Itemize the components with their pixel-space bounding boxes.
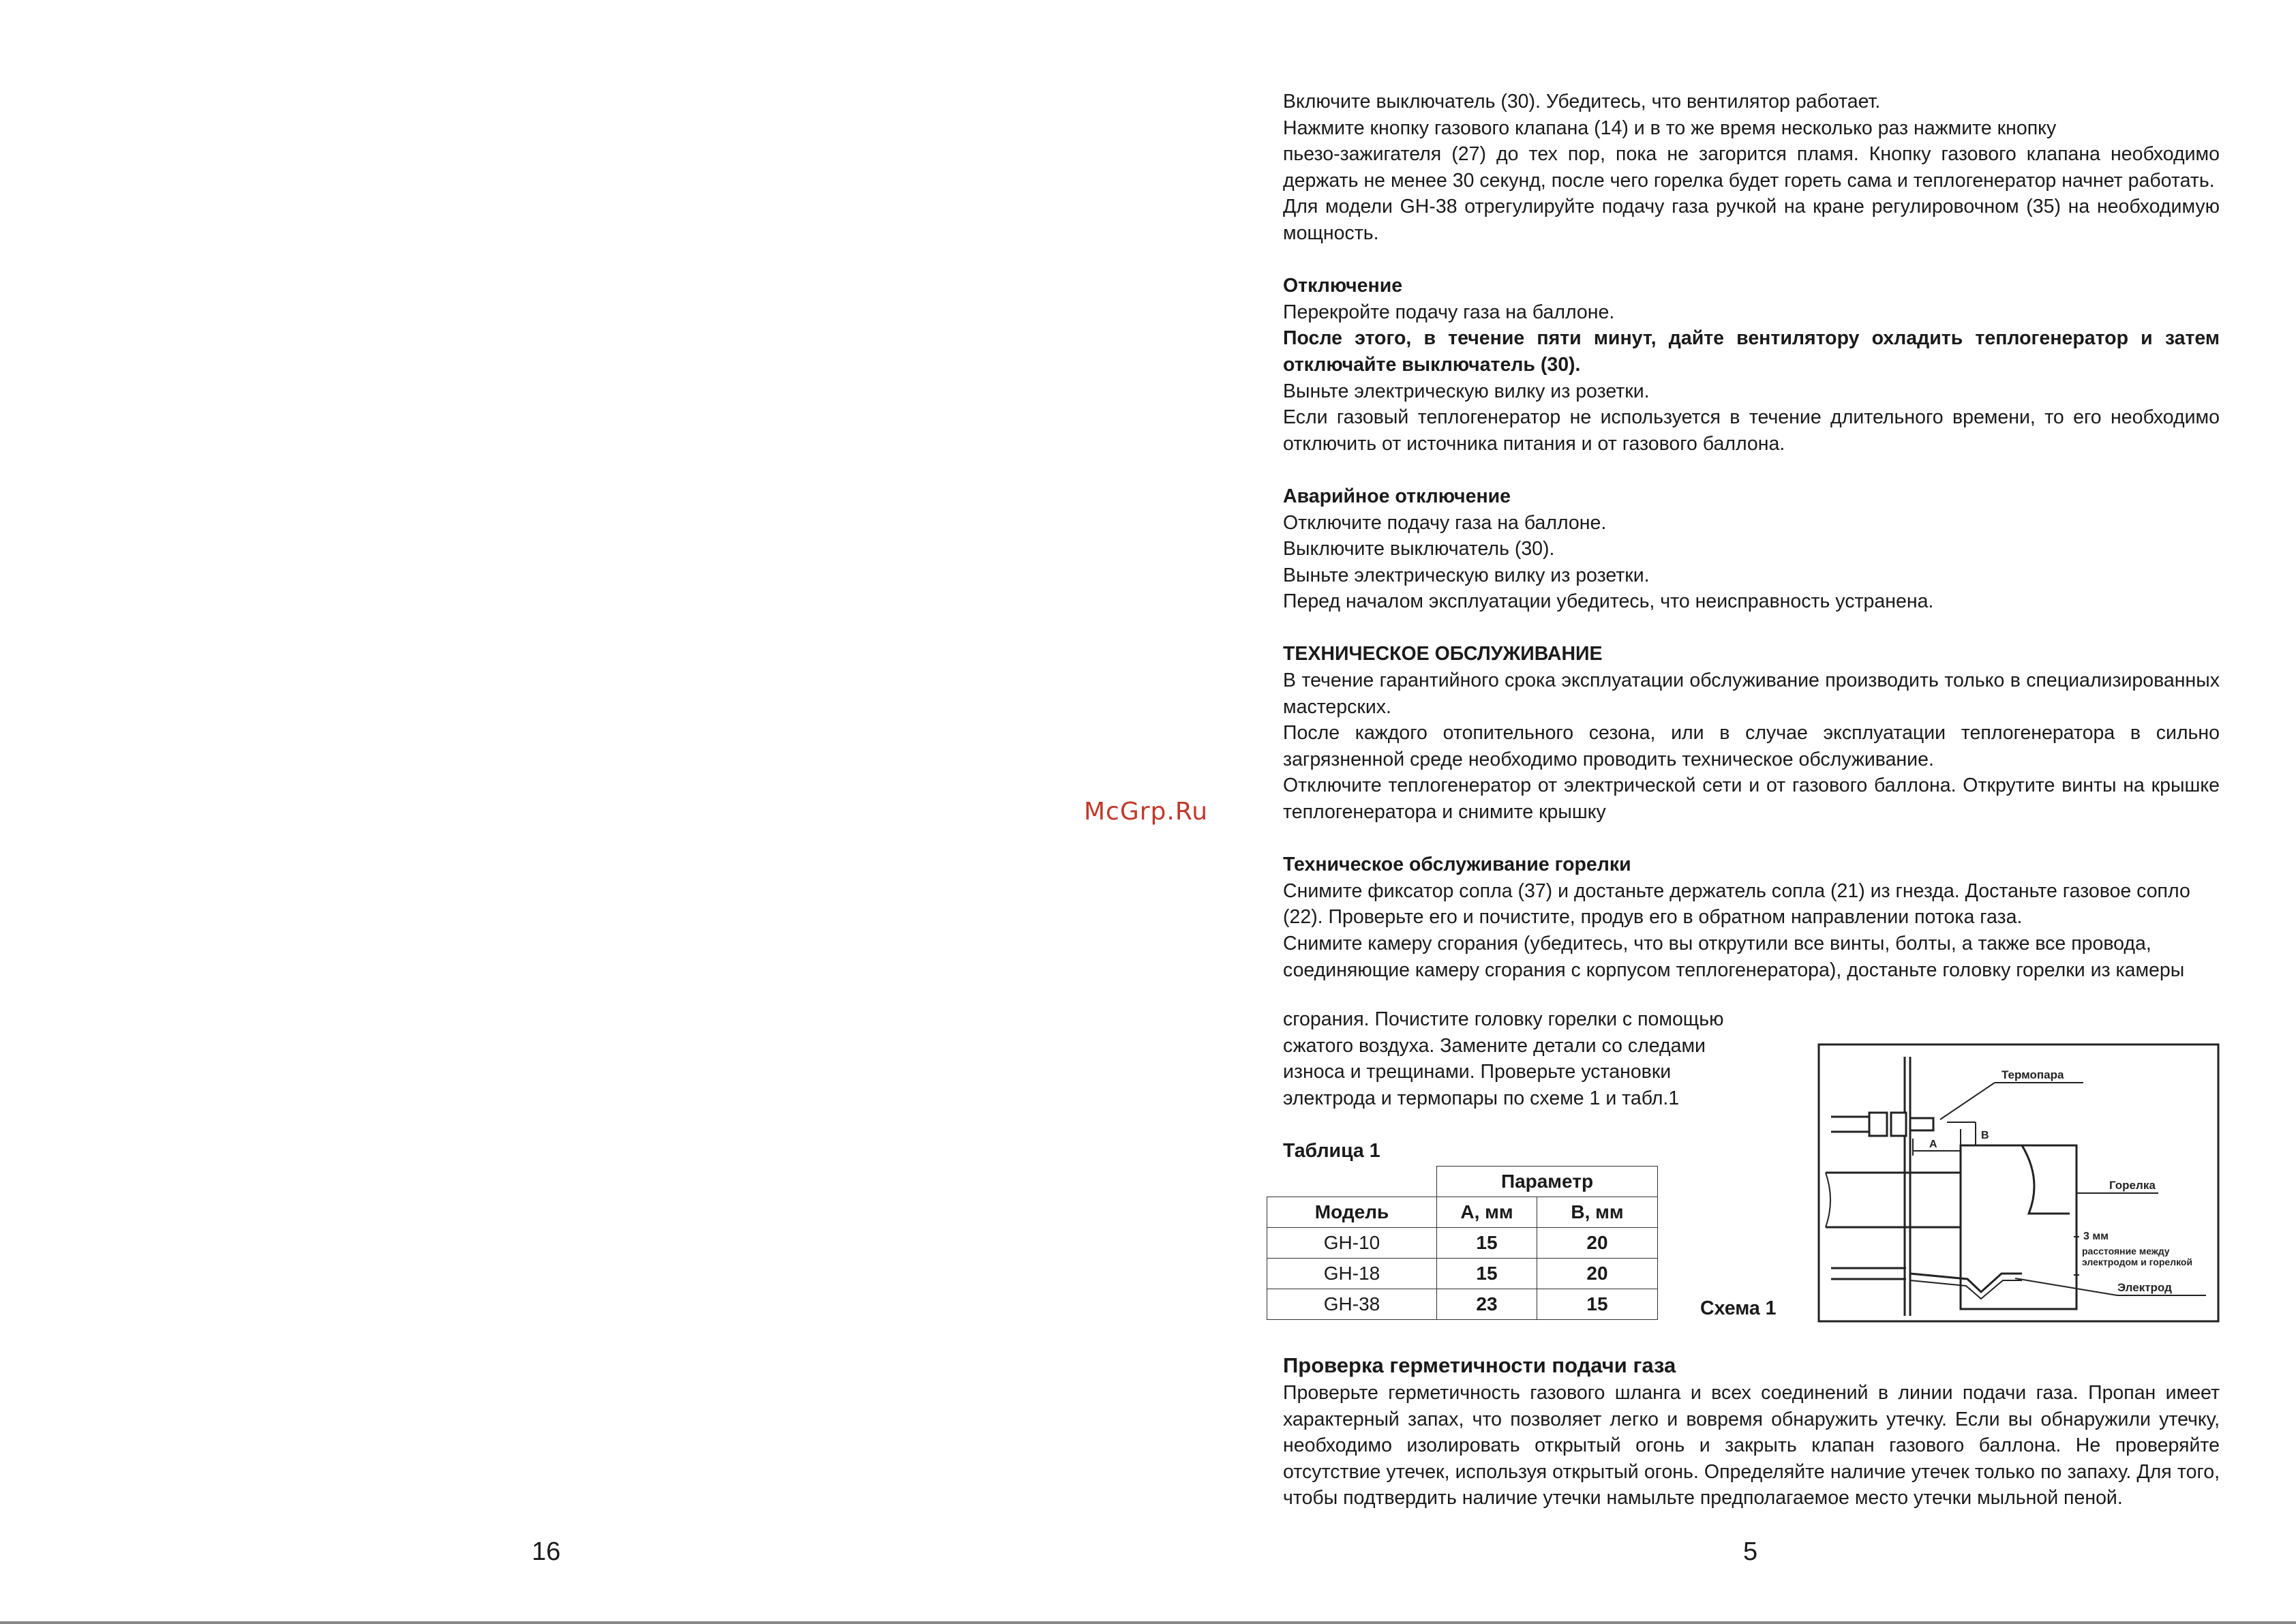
row-b: 15 [1537,1289,1658,1320]
maintenance-paragraph-1: В течение гарантийного срока эксплуатации обслуживание производить только в специализированных мастерских. [1283,670,2220,718]
burner-wrap-text [1283,1006,1723,1111]
page-number-left: 16 [532,1537,561,1566]
row-b: 20 [1537,1228,1658,1259]
label-distance-1: расстояние между [2082,1246,2170,1257]
watermark: McGrp.Ru [1084,798,1209,826]
leak-paragraph: Проверьте герметичность газового шланга и всех соединений в линии подачи газа. Пропан имеет характерный запах, что позволяет легко и вовремя обнаружить утечку. Если вы обнаружили утечку, необходимо изолировать открытый огонь и закрыть клапан газового баллона. Не проверяйте отсутствие утечек, используя открытый огонь. Определяйте наличие утечек только по запаху. Для того, чтобы подтвердить наличие утечки намыльте предполагаемое место утечки мыльной пеной. [1283,1382,2220,1509]
leak-section [1283,1380,2220,1512]
burner-wrap-line-3: износа и трещинами. Проверьте установки [1283,1061,1672,1083]
emergency-line-2: Выключите выключатель (30). [1283,538,1555,560]
shutdown-line-4: Если газовый теплогенератор не используется в течение длительного времени, то его необходимо отключить от источника питания и от газового баллона. [1283,406,2220,455]
label-dim-a: А [1929,1139,1937,1150]
col-b-header: В, мм [1537,1197,1658,1228]
page-number-right: 5 [1743,1537,1758,1566]
row-model: GH-18 [1267,1259,1437,1289]
table-title: Таблица 1 [1283,1140,1380,1162]
row-model: GH-10 [1267,1228,1437,1259]
burner-paragraph-2: Снимите камеру сгорания (убедитесь, что вы открутили все винты, болты, а также все провода, соединяющие камеру сгорания с корпусом теплогенератора), достаньте головку горелки из камеры [1283,933,2185,981]
col-a-header: А, мм [1437,1197,1537,1228]
table-row [1267,1259,1658,1289]
burner-wrap-line-2: сжатого воздуха. Замените детали со следами [1283,1034,1706,1057]
row-b: 20 [1537,1259,1658,1289]
bottom-rule [0,1621,2296,1624]
table-row [1267,1228,1658,1259]
label-distance-2: электродом и горелкой [2082,1257,2193,1267]
burner-heading: Техническое обслуживание горелки [1283,854,1631,876]
maintenance-heading: ТЕХНИЧЕСКОЕ ОБСЛУЖИВАНИЕ [1283,643,1603,665]
parameters-table [1267,1166,1658,1320]
col-model-header: Модель [1267,1197,1437,1228]
burner-wrap-line-1: сгорания. Почистите головку горелки с помощью [1283,1008,1724,1030]
maintenance-paragraph-2: После каждого отопительного сезона, или в случае эксплуатации теплогенератора в сильно загрязненной среде необходимо проводить техническое обслуживание. [1283,722,2220,770]
electrode-tip [1910,1274,2022,1292]
burner-body [1961,1145,2076,1309]
intro-line-2: Нажмите кнопку газового клапана (14) и в то же время несколько раз нажмите кнопку [1283,117,2057,139]
thermocouple-tip [1910,1118,1933,1130]
row-model: GH-38 [1267,1289,1437,1320]
label-electrode: Электрод [2117,1281,2172,1294]
emergency-heading: Аварийное отключение [1283,485,1511,507]
emergency-line-3: Выньте электрическую вилку из розетки. [1283,564,1650,586]
shutdown-bold-line: После этого, в течение пяти минут, дайте вентилятору охладить теплогенератор и затем отключайте выключатель (30). [1283,327,2220,376]
intro-paragraph-4: Для модели GH-38 отрегулируйте подачу газа ручкой на кране регулировочном (35) на необходимую мощность. [1283,196,2220,244]
row-a: 15 [1437,1228,1537,1259]
row-a: 15 [1437,1259,1537,1289]
shutdown-heading: Отключение [1283,275,1403,297]
label-dim-b: В [1981,1130,1989,1141]
maintenance-paragraph-3: Отключите теплогенератор от электрической сети и от газового баллона. Открутите винты на крышке теплогенератора и снимите крышку [1283,775,2220,824]
intro-paragraph-3: пьезо-зажигателя (27) до тех пор, пока не загорится пламя. Кнопку газового клапана необходимо держать не менее 30 секунд, после чего горелка будет гореть сама и теплогенератор начнет работать. [1283,143,2220,192]
instructions-column [1283,89,2220,983]
table-row [1267,1289,1658,1320]
intro-line-1: Включите выключатель (30). Убедитесь, что вентилятор работает. [1283,91,1881,112]
emergency-line-4: Перед началом эксплуатации убедитесь, что неисправность устранена. [1283,590,1934,613]
shutdown-line-3: Выньте электрическую вилку из розетки. [1283,380,1650,402]
scheme-label: Схема 1 [1700,1297,1777,1319]
row-a: 23 [1437,1289,1537,1320]
label-thermocouple: Термопара [2002,1068,2064,1081]
burner-scheme-diagram [1817,1043,2220,1323]
label-burner: Горелка [2109,1179,2156,1192]
leak-heading: Проверка герметичности подачи газа [1283,1353,1676,1377]
burner-wrap-line-4: электрода и термопары по схеме 1 и табл.1 [1283,1087,1680,1109]
param-header: Параметр [1437,1167,1658,1197]
burner-paragraph-1: Снимите фиксатор сопла (37) и достаньте держатель сопла (21) из гнезда. Достаньте газовое сопло (22). Проверьте его и почистите, продув его в обратном направлении потока газа. [1283,879,2190,929]
emergency-line-1: Отключите подачу газа на баллоне. [1283,511,1607,534]
shutdown-line-1: Перекройте подачу газа на баллоне. [1283,301,1615,323]
label-gap: 3 мм [2083,1231,2109,1242]
